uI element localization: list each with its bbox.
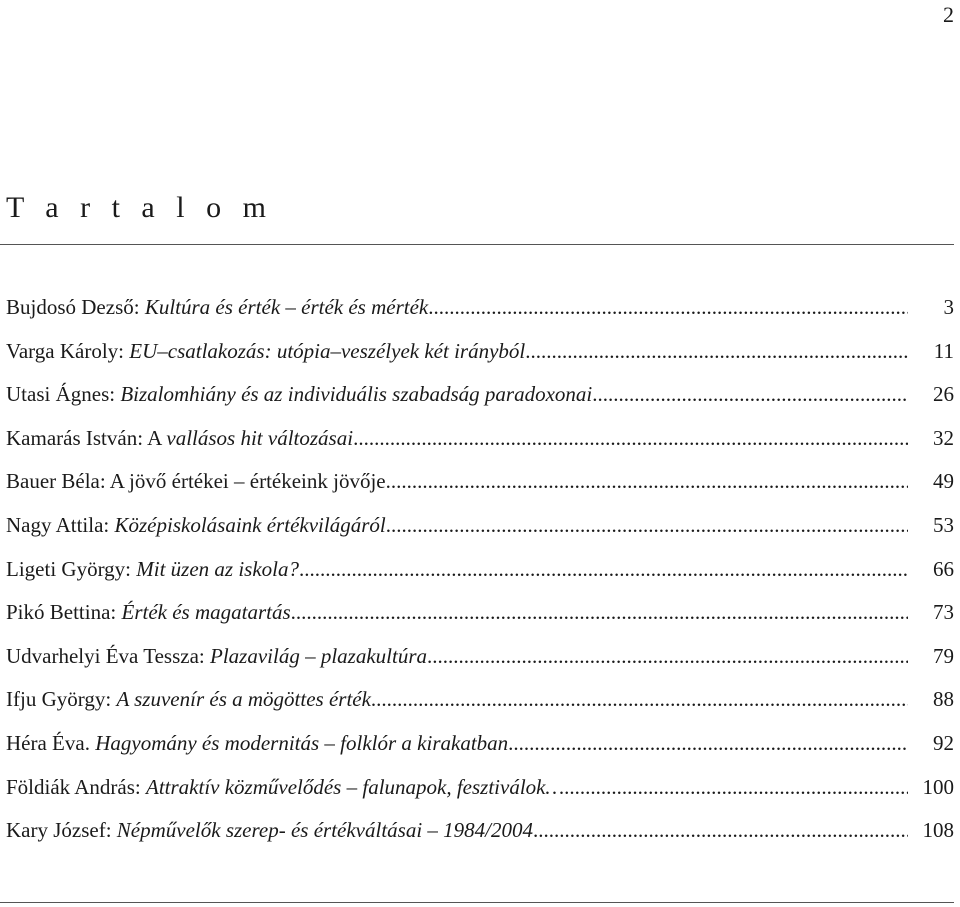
toc-page-number: 108	[922, 818, 954, 843]
toc-entry-text	[6, 460, 386, 504]
toc-leader-dots	[386, 460, 908, 504]
toc-title: Attraktív közművelődés – falunapok, fesztiválok…	[146, 774, 565, 799]
toc-entry[interactable]	[6, 286, 954, 330]
toc-page-number: 73	[933, 600, 954, 625]
toc-entry[interactable]	[6, 504, 954, 548]
toc-entry[interactable]	[6, 460, 954, 504]
toc-page-number: 11	[933, 338, 954, 363]
toc-entry-text	[6, 548, 299, 592]
toc-title: Kultúra és érték – érték és mérték	[144, 295, 429, 319]
toc-page-number: 79	[933, 643, 954, 668]
toc-entry[interactable]	[6, 722, 954, 766]
toc-page-number: 88	[933, 687, 954, 712]
toc-title: vallásos hit változásai	[166, 425, 354, 450]
toc-title: EU–csatlakozás: utópia–veszélyek két irányból	[129, 338, 526, 363]
page-title: T a r t a l o m	[6, 191, 273, 224]
toc-title: Mit üzen az iskola?	[136, 556, 300, 581]
toc-entry[interactable]	[6, 591, 954, 635]
toc-page-number: 3	[943, 295, 954, 319]
toc-title: Plazavilág – plazakultúra	[210, 643, 427, 668]
table-of-contents	[6, 286, 954, 853]
toc-entry-text	[6, 678, 371, 722]
toc-leader-dots	[353, 417, 908, 461]
toc-author: Udvarhelyi Éva Tessza:	[6, 643, 210, 668]
toc-entry[interactable]	[6, 548, 954, 592]
toc-author: Nagy Attila:	[6, 512, 115, 537]
toc-leader-dots	[427, 635, 908, 679]
toc-leader-dots	[564, 766, 908, 810]
toc-page-number: 49	[933, 469, 954, 494]
toc-page-number: 66	[933, 556, 954, 581]
toc-page-number: 26	[933, 382, 954, 407]
toc-leader-dots	[533, 809, 908, 853]
toc-author: Utasi Ágnes:	[6, 382, 121, 407]
toc-entry[interactable]	[6, 809, 954, 853]
toc-author: Héra Éva.	[6, 730, 96, 755]
toc-author: Földiák András:	[6, 774, 146, 799]
toc-author: Ligeti György:	[6, 556, 137, 581]
toc-author: Varga Károly:	[6, 338, 130, 363]
footer-divider	[0, 902, 954, 903]
toc-entry[interactable]	[6, 373, 954, 417]
toc-entry[interactable]	[6, 678, 954, 722]
toc-title: Bizalomhiány és az individuális szabadság paradoxonai	[120, 382, 593, 407]
toc-entry[interactable]	[6, 766, 954, 810]
toc-entry[interactable]	[6, 330, 954, 374]
toc-title: Hagyomány és modernitás – folklór a kirakatban	[95, 730, 509, 755]
toc-leader-dots	[592, 373, 908, 417]
toc-entry-text	[6, 417, 353, 461]
toc-leader-dots	[525, 330, 908, 374]
toc-author: Kamarás István: A	[6, 425, 167, 450]
toc-author: Ifju György:	[6, 687, 117, 712]
toc-leader-dots	[371, 678, 908, 722]
toc-entry-text	[6, 286, 428, 330]
toc-author: Bujdosó Dezső:	[6, 295, 145, 319]
toc-leader-dots	[508, 722, 908, 766]
toc-entry-text	[6, 809, 533, 853]
toc-author: Bauer Béla: A jövő értékei – értékeink jövője	[6, 469, 386, 494]
toc-author: Kary József:	[6, 818, 117, 843]
toc-entry-text	[6, 373, 592, 417]
toc-leader-dots	[299, 548, 908, 592]
toc-title: Érték és magatartás	[121, 600, 291, 625]
toc-entry-text	[6, 591, 291, 635]
toc-leader-dots	[291, 591, 908, 635]
toc-leader-dots	[428, 286, 908, 330]
toc-entry-text	[6, 635, 427, 679]
toc-leader-dots	[386, 504, 908, 548]
page-number: 2	[943, 2, 954, 27]
toc-title: A szuvenír és a mögöttes érték	[116, 687, 371, 712]
toc-entry-text	[6, 766, 564, 810]
toc-title: Középiskolásaink értékvilágáról	[114, 512, 386, 537]
toc-title: Népművelők szerep- és értékváltásai – 1984/2004	[116, 818, 534, 843]
toc-page-number: 92	[933, 730, 954, 755]
toc-entry-text	[6, 722, 508, 766]
toc-author: Pikó Bettina:	[6, 600, 122, 625]
toc-entry[interactable]	[6, 635, 954, 679]
toc-page-number: 100	[922, 774, 954, 799]
toc-entry-text	[6, 330, 525, 374]
heading-divider	[0, 244, 954, 245]
toc-page-number: 53	[933, 512, 954, 537]
toc-page-number: 32	[933, 425, 954, 450]
toc-entry[interactable]	[6, 417, 954, 461]
toc-entry-text	[6, 504, 386, 548]
